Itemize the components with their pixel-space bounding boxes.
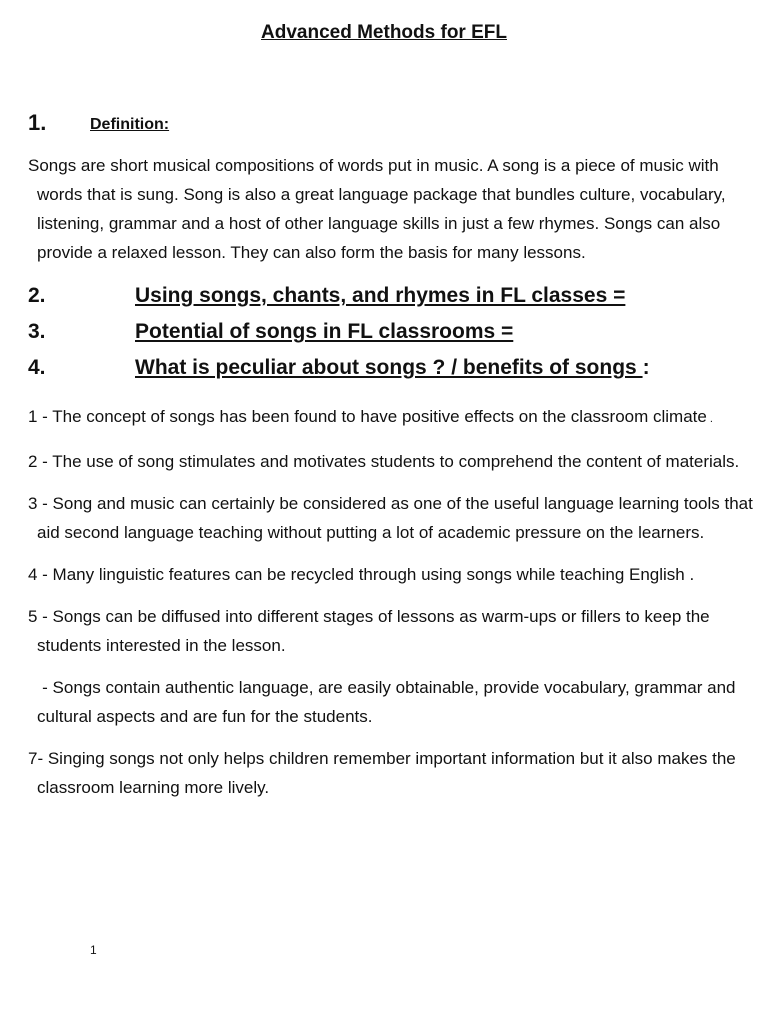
section-heading-text: What is peculiar about songs ? / benefits of songs	[135, 356, 643, 379]
section-number: 1.	[28, 110, 47, 135]
page-number: 1	[90, 943, 97, 957]
section-heading-suffix: :	[642, 356, 650, 379]
list-item: - Songs contain authentic language, are easily obtainable, provide vocabulary, grammar and cultural aspects and are fun for the students.	[28, 678, 741, 726]
section-heading-text: Using songs, chants, and rhymes in FL classes =	[135, 284, 626, 307]
section-heading-text: Potential of songs in FL classrooms =	[135, 320, 514, 343]
list-item: 2 - The use of song stimulates and motivates students to comprehend the content of materials.	[28, 452, 740, 471]
document-title: Advanced Methods for EFL	[261, 22, 507, 43]
list-item: 3 - Song and music can certainly be considered as one of the useful language learning tools that aid second language teaching without putting a lot of academic pressure on the learners.	[28, 494, 753, 542]
section-heading-4	[28, 356, 748, 392]
list-item: 7- Singing songs not only helps children remember important information but it also makes the classroom learning more lively.	[28, 749, 736, 797]
section-number: 2.	[28, 284, 46, 307]
section-label: Definition:	[90, 116, 170, 133]
definition-paragraph: Songs are short musical compositions of words put in music. A song is a piece of music with words that is sung. Song is also a great language package that bundles culture, vocabulary, listening, grammar and a host of other language skills in just a few rhymes. Songs can also provide a relaxed lesson. They can also form the basis for many lessons.	[28, 156, 726, 262]
list-item: 4 - Many linguistic features can be recycled through using songs while teaching English .	[28, 565, 695, 584]
list-item: 5 - Songs can be diffused into different stages of lessons as warm-ups or fillers to keep the students interested in the lesson.	[28, 607, 710, 655]
section-headings	[28, 284, 748, 392]
section-number: 3.	[28, 320, 46, 343]
list-item: 1 - The concept of songs has been found to have positive effects on the classroom climate .	[28, 407, 713, 426]
section-heading-2	[28, 284, 748, 320]
section-heading-3	[28, 320, 748, 356]
benefits-list	[28, 402, 753, 815]
section-number: 4.	[28, 356, 46, 379]
